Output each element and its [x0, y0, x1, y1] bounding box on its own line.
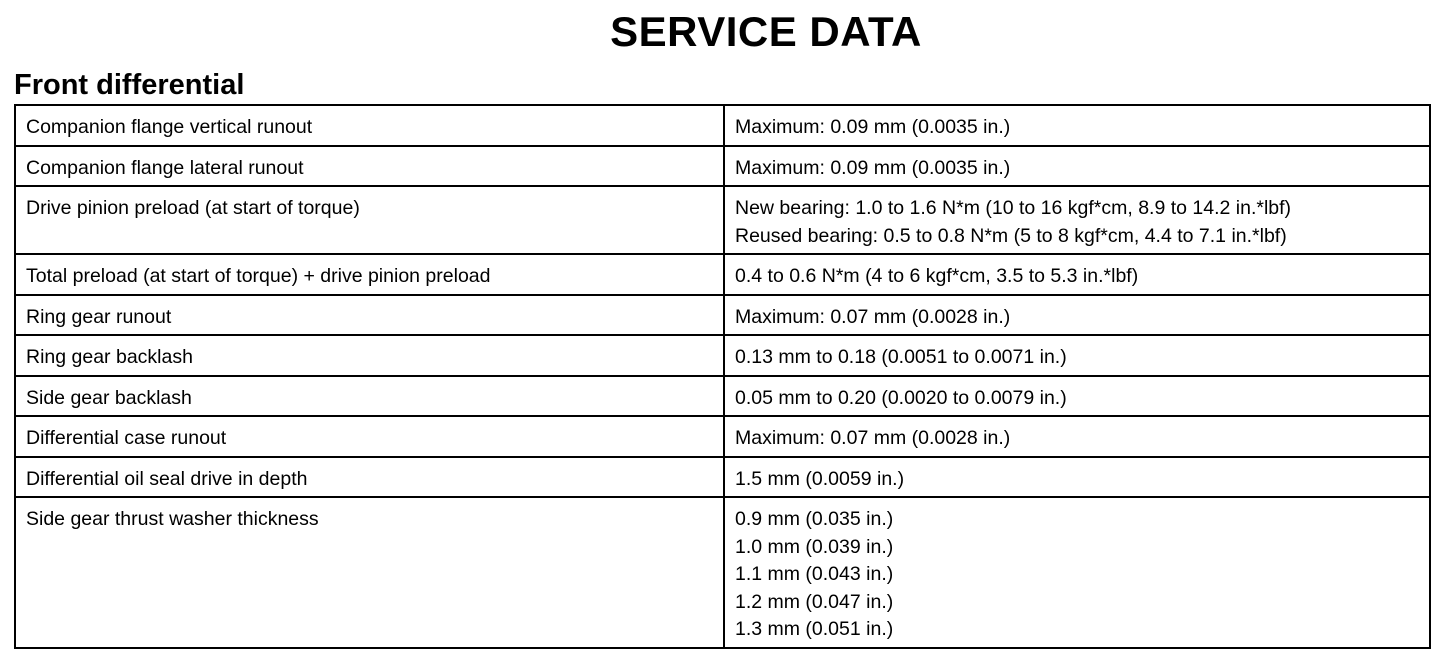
- spec-value: New bearing: 1.0 to 1.6 N*m (10 to 16 kgf*cm, 8.9 to 14.2 in.*lbf): [735, 197, 1292, 219]
- spec-value: Maximum: 0.07 mm (0.0028 in.): [735, 305, 1011, 328]
- service-data-table-body: [15, 105, 1430, 648]
- table-row: [15, 376, 1430, 417]
- table-row: [15, 457, 1430, 498]
- spec-label: Drive pinion preload (at start of torque): [15, 186, 724, 254]
- spec-label: Ring gear runout: [15, 295, 724, 336]
- spec-value: 1.2 mm (0.047 in.): [735, 590, 894, 613]
- spec-value-cell: [724, 335, 1430, 376]
- page-title: SERVICE DATA: [610, 8, 922, 55]
- spec-value: 0.4 to 0.6 N*m (4 to 6 kgf*cm, 3.5 to 5.3 in.*lbf): [735, 265, 1139, 287]
- spec-value: Maximum: 0.09 mm (0.0035 in.): [735, 116, 1011, 138]
- table-row: [15, 295, 1430, 336]
- service-data-table: [14, 104, 1431, 649]
- spec-value-cell: [724, 376, 1430, 417]
- table-row: [15, 497, 1430, 648]
- spec-label: Ring gear backlash: [15, 335, 724, 376]
- spec-value: 1.5 mm (0.0059 in.): [735, 467, 905, 490]
- section-title: Front differential: [14, 69, 245, 101]
- spec-value: 0.9 mm (0.035 in.): [735, 508, 894, 530]
- spec-value-cell: [724, 146, 1430, 187]
- table-row: [15, 254, 1430, 295]
- spec-value: 1.0 mm (0.039 in.): [735, 535, 894, 558]
- table-row: [15, 146, 1430, 187]
- table-row: [15, 186, 1430, 254]
- spec-value-cell: [724, 497, 1430, 648]
- spec-label: Differential case runout: [15, 416, 724, 457]
- spec-value: Reused bearing: 0.5 to 0.8 N*m (5 to 8 kgf*cm, 4.4 to 7.1 in.*lbf): [735, 224, 1287, 247]
- spec-value: Maximum: 0.09 mm (0.0035 in.): [735, 156, 1011, 179]
- spec-label: Companion flange vertical runout: [15, 105, 724, 146]
- spec-label: Side gear backlash: [15, 376, 724, 417]
- spec-value: Maximum: 0.07 mm (0.0028 in.): [735, 427, 1011, 449]
- spec-value: 1.3 mm (0.051 in.): [735, 618, 894, 640]
- spec-value-cell: [724, 186, 1430, 254]
- table-row: [15, 416, 1430, 457]
- spec-value: 0.13 mm to 0.18 (0.0051 to 0.0071 in.): [735, 346, 1067, 368]
- spec-label: Side gear thrust washer thickness: [15, 497, 724, 648]
- table-row: [15, 105, 1430, 146]
- spec-value: 1.1 mm (0.043 in.): [735, 563, 894, 585]
- spec-value-cell: [724, 295, 1430, 336]
- table-row: [15, 335, 1430, 376]
- spec-value-cell: [724, 254, 1430, 295]
- spec-value-cell: [724, 105, 1430, 146]
- spec-label: Differential oil seal drive in depth: [15, 457, 724, 498]
- spec-value: 0.05 mm to 0.20 (0.0020 to 0.0079 in.): [735, 386, 1067, 409]
- spec-value-cell: [724, 457, 1430, 498]
- spec-label: Total preload (at start of torque) + drive pinion preload: [15, 254, 724, 295]
- spec-value-cell: [724, 416, 1430, 457]
- spec-label: Companion flange lateral runout: [15, 146, 724, 187]
